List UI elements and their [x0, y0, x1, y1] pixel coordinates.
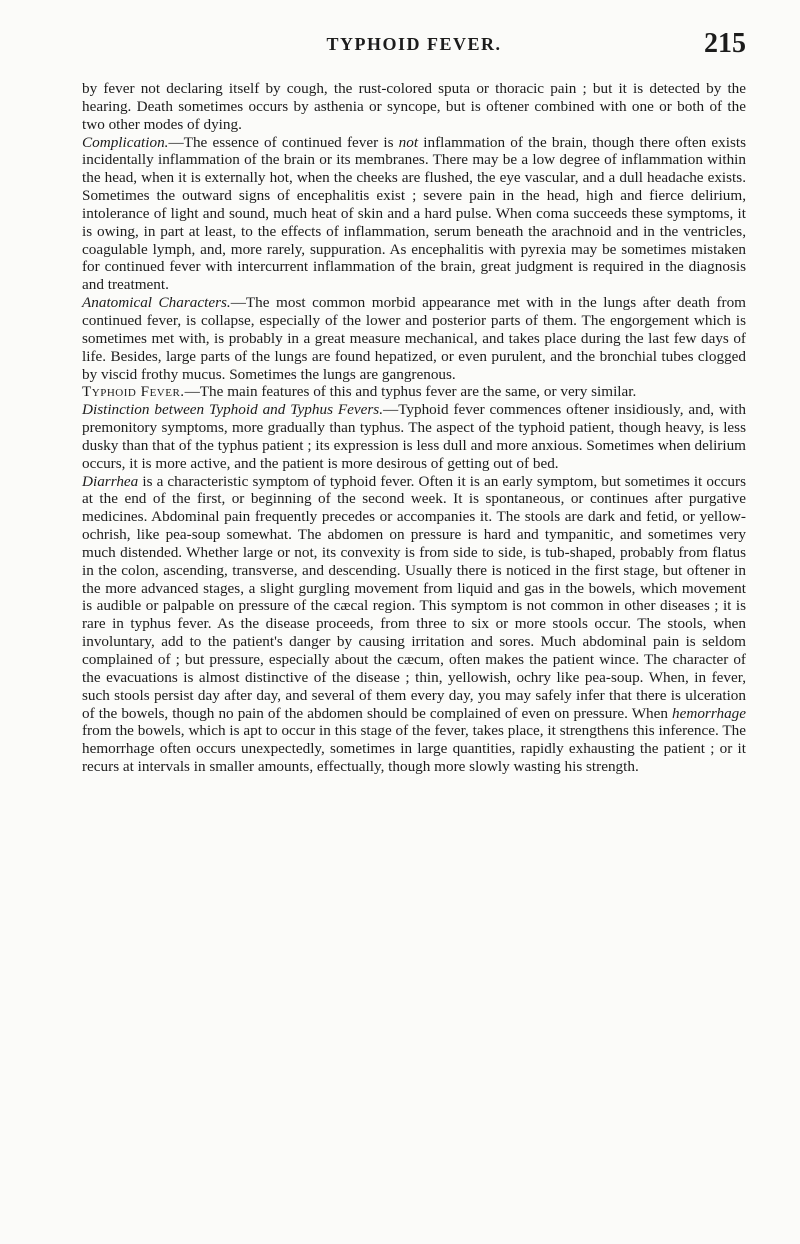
paragraph-typhoid-fever: [82, 383, 746, 401]
paragraph-text: —The main features of this and typhus fever are the same, or very similar.: [184, 383, 637, 401]
section-heading: Diarrhea: [82, 472, 139, 490]
emphasis-text: hemorrhage: [672, 704, 746, 722]
paragraph-distinction: [82, 401, 746, 472]
paragraph-complication: [82, 134, 746, 295]
running-title: TYPHOID FEVER.: [326, 34, 502, 54]
section-heading: Typhoid Fever.: [82, 383, 185, 401]
emphasis-text: not: [398, 133, 419, 151]
body-text: [82, 80, 746, 776]
paragraph-text: from the bowels, which is apt to occur in this stage of the fever, takes place, it strengthens this inference. The hemorrhage often occurs unexpectedly, sometimes in large quantities, rapidly exhausting the patient ; or it recurs at intervals in smaller amounts, effectually, though more slowly wasting his strength.: [82, 722, 746, 776]
paragraph-text: by fever not declaring itself by cough, the rust-colored sputa or thoracic pain ; but it is detected by the hearing. Death sometimes occurs by asthenia or syncope, but is oftener combined with one or both of the two other modes of dying.: [82, 80, 746, 133]
section-heading: Anatomical Characters.: [82, 294, 231, 312]
paragraph-text: —The most common morbid appearance met with in the lungs after death from continued fever, is collapse, especially of the lower and posterior parts of them. The engorgement which is sometimes met with, is probably in a great measure mechanical, and takes place during the last few days of life. Besides, large parts of the lungs are found hepatized, or even purulent, and the bronchial tubes clogged by viscid frothy mucus. Sometimes the lungs are gangrenous.: [82, 294, 746, 383]
paragraph-diarrhea: [82, 473, 746, 776]
page-header: [82, 28, 746, 68]
paragraph-anatomical-characters: [82, 294, 746, 383]
paragraph-text: —The essence of continued fever is: [168, 133, 399, 151]
paragraph-text: is a characteristic symptom of typhoid fever. Often it is an early symptom, but sometimes it occurs at the end of the first, or beginning of the second week. It is spontaneous, or continues after purgative medicines. Abdominal pain frequently precedes or accompanies it. The stools are dark and fetid, or yellow-ochrish, like pea-soup somewhat. The abdomen on pressure is hard and tympanitic, and sometimes very much distended. Whether large or not, its convexity is from side to side, is tub-shaped, probably from flatus in the colon, ascending, transverse, and descending. Usually there is noticed in the first stage, but oftener in the more advanced stages, a slight gurgling movement from liquid and gas in the bowels, which movement is audible or palpable on pressure of the cæcal region. This symptom is not common in other diseases ; it is rare in typhus fever. As the disease proceeds, from three to six or more stools occur. The stools, when involuntary, add to the patient's danger by causing irritation and sores. Much abdominal pain is seldom complained of ; but pressure, especially about the cæcum, often makes the patient wince. The character of the evacuations is almost distinctive of the disease ; thin, yellowish, ochry like pea-soup. When, in fever, such stools persist day after day, and several of them every day, you may safely infer that there is ulceration of the bowels, though no pain of the abdomen should be complained of even on pressure. When: [82, 472, 746, 722]
paragraph-continuation: [82, 80, 746, 134]
section-heading: Distinction between Typhoid and Typhus Fevers.: [82, 401, 383, 419]
paragraph-text: —Typhoid fever commences oftener insidiously, and, with premonitory symptoms, more gradually than typhus. The aspect of the typhoid patient, though heavy, is less dusky than that of the typhus patient ; its expression is less dull and more anxious. Sometimes when delirium occurs, it is more active, and the patient is more desirous of getting out of bed.: [82, 401, 746, 472]
page-number: 215: [704, 28, 746, 59]
section-heading: Complication.: [82, 133, 169, 151]
paragraph-text: inflammation of the brain, though there often exists incidentally inflammation of the brain or its membranes. There may be a low degree of inflammation within the head, when it is externally hot, when the cheeks are flushed, the eye vascular, and a dull headache exists. Sometimes the outward signs of encephalitis exist ; severe pain in the head, high and fierce delirium, intolerance of light and sound, much heat of skin and a hard pulse. When coma succeeds these symptoms, it is owing, in part at least, to the effects of inflammation, serum beneath the arachnoid and in the ventricles, coagulable lymph, and, more rarely, suppuration. As encephalitis with pyrexia may be sometimes mistaken for continued fever with intercurrent inflammation of the brain, great judgment is required in the diagnosis and treatment.: [82, 133, 746, 294]
